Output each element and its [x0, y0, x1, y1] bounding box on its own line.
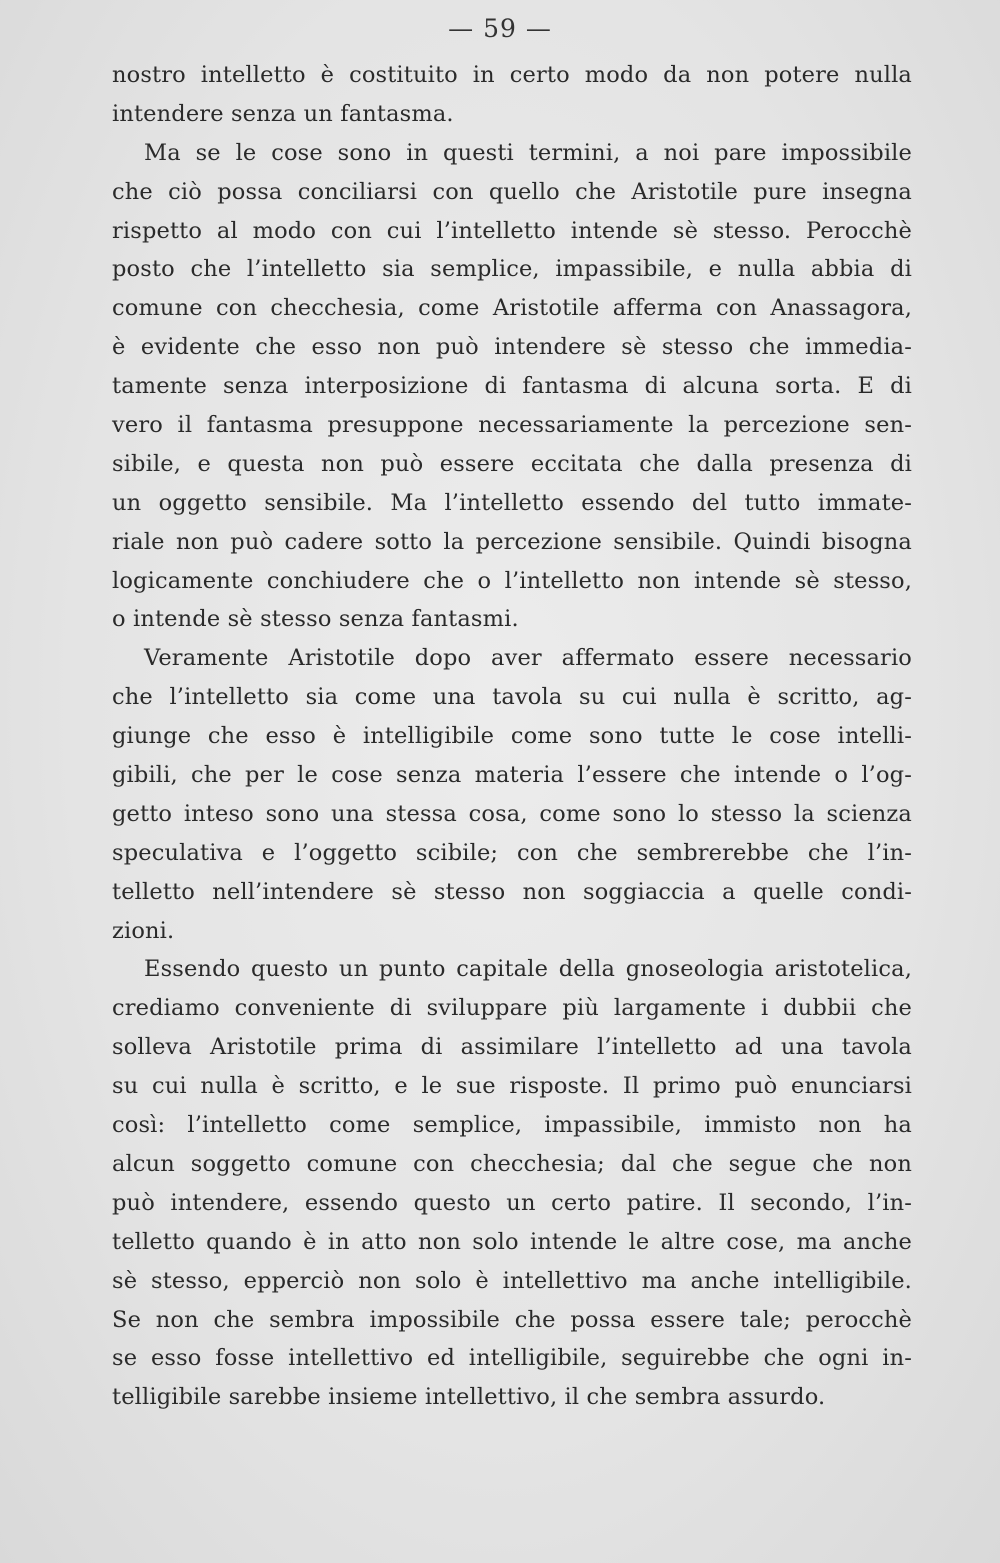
text-line: telletto nell’intendere sè stesso non soggiaccia a quelle condi- [112, 878, 912, 905]
text-line: telletto quando è in atto non solo intende le altre cose, ma anche [112, 1228, 912, 1255]
text-line: logicamente conchiudere che o l’intelletto non intende sè stesso, [112, 567, 912, 594]
text-line: zioni. [112, 917, 175, 944]
page-number: — 59 — [448, 14, 552, 43]
text-line: così: l’intelletto come semplice, impassibile, immisto non ha [112, 1112, 912, 1139]
text-line: tamente senza interposizione di fantasma di alcuna sorta. E di [112, 373, 912, 400]
text-line: che l’intelletto sia come una tavola su cui nulla è scritto, ag- [112, 684, 912, 711]
paragraph-4 [112, 950, 912, 1417]
text-line: rispetto al modo con cui l’intelletto intende sè stesso. Perocchè [112, 217, 912, 244]
text-line: speculativa e l’oggetto scibile; con che sembrerebbe che l’in- [112, 839, 912, 866]
text-line: Ma se le cose sono in questi termini, a noi pare impossibile [144, 139, 912, 166]
paragraph-2 [112, 134, 912, 640]
text-line: o intende sè stesso senza fantasmi. [112, 606, 519, 633]
text-line: gibili, che per le cose senza materia l’essere che intende o l’og- [112, 762, 912, 789]
text-line: Se non che sembra impossibile che possa essere tale; perocchè [112, 1306, 912, 1333]
text-line: sibile, e questa non può essere eccitata che dalla presenza di [112, 450, 912, 477]
text-line: se esso fosse intellettivo ed intelligibile, seguirebbe che ogni in- [112, 1345, 912, 1372]
text-line: che ciò possa conciliarsi con quello che Aristotile pure insegna [112, 178, 912, 205]
text-line: telligibile sarebbe insieme intellettivo, il che sembra assurdo. [112, 1384, 826, 1411]
text-line: alcun soggetto comune con checchesia; dal che segue che non [112, 1150, 912, 1177]
text-line: vero il fantasma presuppone necessariamente la percezione sen- [112, 412, 912, 439]
text-line: giunge che esso è intelligibile come sono tutte le cose intelli- [112, 723, 912, 750]
paragraph-1 [112, 56, 912, 134]
text-line: riale non può cadere sotto la percezione sensibile. Quindi bisogna [112, 528, 912, 555]
text-line: è evidente che esso non può intendere sè stesso che immedia- [112, 334, 912, 361]
text-line: solleva Aristotile prima di assimilare l’intelletto ad una tavola [112, 1034, 912, 1061]
text-line: sè stesso, epperciò non solo è intellettivo ma anche intelligibile. [112, 1267, 912, 1294]
text-line: su cui nulla è scritto, e le sue risposte. Il primo può enunciarsi [112, 1073, 912, 1100]
body-text [112, 56, 912, 1417]
text-line: comune con checchesia, come Aristotile afferma con Anassagora, [112, 295, 912, 322]
text-line: Veramente Aristotile dopo aver affermato essere necessario [144, 645, 912, 672]
text-line: può intendere, essendo questo un certo patire. Il secondo, l’in- [112, 1189, 912, 1216]
text-line: intendere senza un fantasma. [112, 100, 454, 127]
text-line: un oggetto sensibile. Ma l’intelletto essendo del tutto immate- [112, 489, 912, 516]
text-line: nostro intelletto è costituito in certo modo da non potere nulla [112, 62, 912, 88]
text-line: getto inteso sono una stessa cosa, come sono lo stesso la scienza [112, 800, 912, 827]
text-line: Essendo questo un punto capitale della gnoseologia aristotelica, [144, 956, 912, 983]
text-line: posto che l’intelletto sia semplice, impassibile, e nulla abbia di [112, 256, 912, 283]
text-line: crediamo conveniente di sviluppare più largamente i dubbii che [112, 995, 912, 1022]
paragraph-3 [112, 639, 912, 950]
